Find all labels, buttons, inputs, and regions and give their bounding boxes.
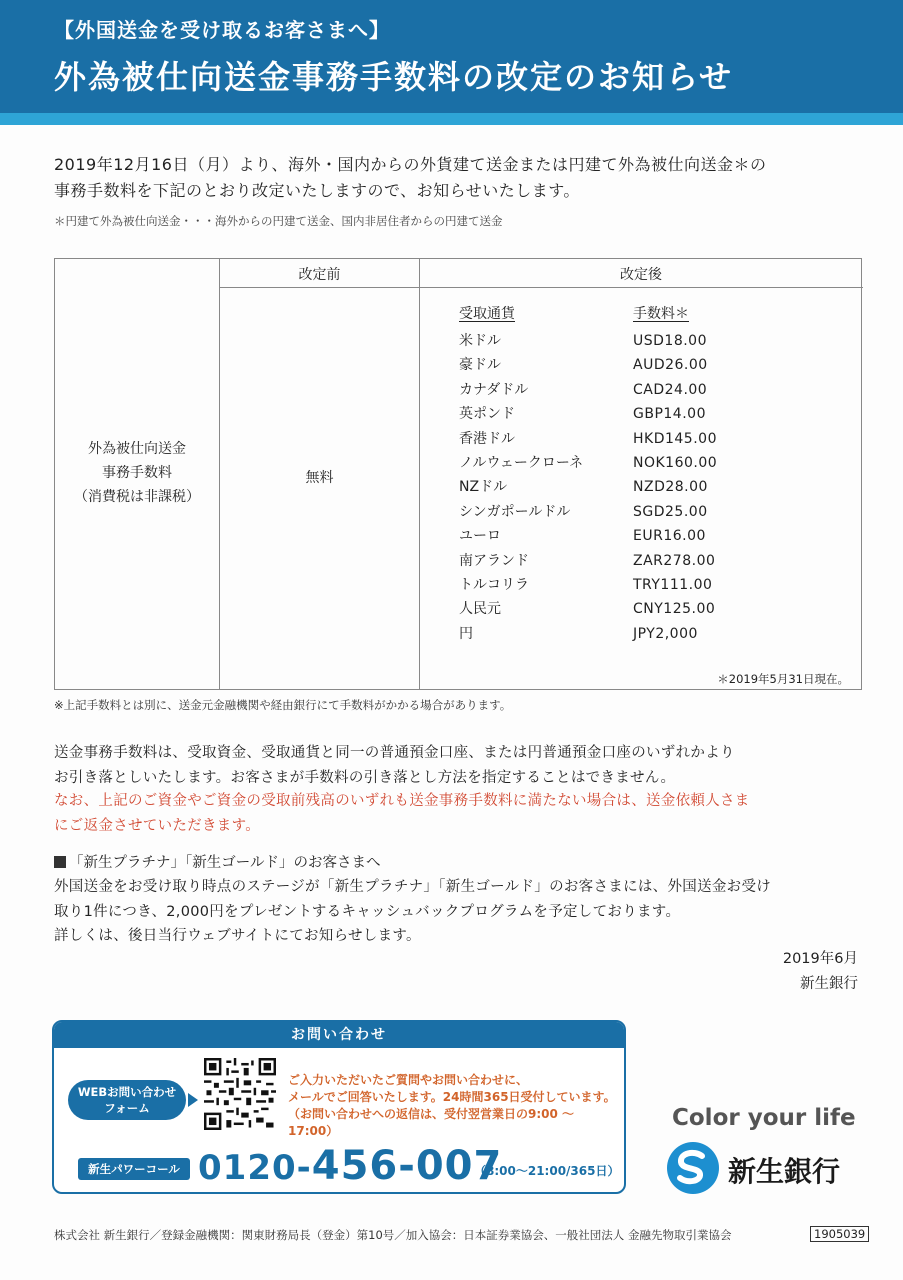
header-before: 改定前 — [298, 267, 341, 283]
document-code: 1905039 — [810, 1226, 869, 1242]
deduction-line-2: お引き落としいたします。お客さまが手数料の引き落とし方法を指定することはできません。 — [54, 769, 676, 786]
fee-value: EUR16.00 — [633, 528, 706, 545]
table-footnote: ※上記手数料とは別に、送金元金融機関や経由銀行にて手数料がかかる場合があります。 — [54, 698, 512, 712]
intro-note: ＊円建て外為被仕向送金・・・海外からの円建て送金、国内非居住者からの円建て送金 — [54, 214, 503, 228]
fee-value: NZD28.00 — [633, 479, 708, 496]
stage-heading-text: 「新生プラチナ」「新生ゴールド」のお客さまへ — [69, 855, 381, 871]
issue-block — [783, 947, 858, 996]
contact-box — [52, 1020, 626, 1194]
currency-name: ノルウェークローネ — [459, 454, 584, 471]
deduction-line-1: 送金事務手数料は、受取資金、受取通貨と同一の普通預金口座、または円普通預金口座のいずれかより — [54, 745, 735, 761]
row-label — [55, 437, 219, 509]
currency-header: 受取通貨 — [459, 306, 515, 322]
qr-code-icon[interactable] — [204, 1058, 276, 1130]
contact-text-line-2: メールでご回答いたします。24時間365日受付しています。 — [288, 1090, 616, 1104]
refund-line-2: にご返金させていただきます。 — [54, 817, 261, 834]
header-after: 改定後 — [620, 267, 662, 283]
fee-value: CAD24.00 — [633, 381, 708, 398]
cashback-paragraph — [54, 875, 864, 949]
currency-list — [459, 329, 583, 646]
web-button-line-2: フォーム — [104, 1101, 150, 1115]
cashback-line-3: 詳しくは、後日当行ウェブサイトにてお知らせします。 — [54, 928, 421, 944]
contact-description — [288, 1072, 618, 1140]
issuer-name: 新生銀行 — [800, 975, 858, 992]
before-value: 無料 — [305, 470, 334, 486]
contact-title: お問い合わせ — [54, 1022, 624, 1048]
fee-value: ZAR278.00 — [633, 552, 716, 569]
currency-name: ユーロ — [459, 528, 501, 545]
brand-slogan: Color your life — [672, 1105, 856, 1131]
deduction-paragraph — [54, 741, 864, 790]
as-of-note: ＊2019年5月31日現在。 — [717, 672, 849, 686]
web-button-line-1: WEBお問い合わせ — [77, 1085, 177, 1099]
row-label-line-1: 外為被仕向送金 — [88, 441, 186, 457]
shinsei-logo-icon — [666, 1141, 720, 1195]
fee-list — [633, 329, 717, 646]
arrow-right-icon — [188, 1093, 198, 1107]
contact-text-line-1: ご入力いただいたご質問やお問い合わせに、 — [288, 1073, 529, 1087]
currency-name: 香港ドル — [459, 430, 515, 447]
phone-prefix: 0120- — [198, 1148, 312, 1188]
power-call-label: 新生パワーコール — [78, 1158, 190, 1180]
cashback-line-1: 外国送金をお受け取り時点のステージが「新生プラチナ」「新生ゴールド」のお客さまには、外国送金お受け — [54, 879, 772, 895]
fee-value: GBP14.00 — [633, 406, 706, 423]
currency-name: 豪ドル — [459, 357, 501, 374]
header-stripe — [0, 113, 903, 125]
row-label-line-3: （消費税は非課税） — [74, 489, 200, 505]
phone-number[interactable] — [198, 1143, 502, 1189]
refund-notice — [54, 789, 864, 838]
fee-value: SGD25.00 — [633, 503, 708, 520]
refund-line-1: なお、上記のご資金やご資金の受取前残高のいずれも送金事務手数料に満たない場合は、送金依頼人さま — [54, 793, 750, 809]
phone-hours: （8:00～21:00/365日） — [474, 1164, 620, 1178]
bank-name: 新生銀行 — [728, 1155, 841, 1188]
stage-heading — [54, 851, 380, 872]
square-bullet-icon — [54, 856, 66, 868]
fee-table — [54, 258, 862, 690]
fee-value: NOK160.00 — [633, 454, 718, 471]
row-label-line-2: 事務手数料 — [102, 465, 172, 481]
header-subtitle: 【外国送金を受け取るお客さまへ】 — [54, 18, 390, 42]
fee-value: JPY2,000 — [633, 625, 698, 642]
fee-value: USD18.00 — [633, 333, 707, 349]
intro-text — [54, 152, 864, 204]
web-inquiry-button[interactable] — [68, 1080, 186, 1120]
currency-name: 人民元 — [459, 601, 501, 618]
issue-date: 2019年6月 — [782, 951, 858, 967]
fee-value: HKD145.00 — [633, 430, 717, 447]
contact-text-line-3: （お問い合わせへの返信は、受付翌営業日の9:00 ～ 17:00） — [288, 1107, 575, 1138]
currency-name: カナダドル — [459, 381, 529, 398]
fee-value: CNY125.00 — [633, 601, 716, 618]
phone-main: 456-007 — [311, 1143, 503, 1189]
currency-name: NZドル — [459, 479, 508, 496]
intro-line-2: 事務手数料を下記のとおり改定いたしますので、お知らせいたします。 — [54, 181, 580, 200]
cashback-line-2: 取り1件につき、2,000円をプレゼントするキャッシュバックプログラムを予定しております。 — [54, 903, 681, 920]
table-divider — [219, 287, 863, 288]
currency-name: 円 — [459, 625, 473, 642]
header-banner — [0, 0, 903, 113]
currency-name: 英ポンド — [459, 406, 515, 423]
fee-value: TRY111.00 — [633, 576, 713, 593]
fee-value: AUD26.00 — [633, 357, 708, 374]
intro-line-1: 2019年12月16日（月）より、海外・国内からの外貨建て送金または円建て外為被仕向送金＊の — [54, 155, 767, 174]
currency-name: 米ドル — [459, 333, 501, 349]
table-divider — [419, 259, 420, 689]
currency-name: シンガポールドル — [459, 503, 571, 520]
currency-name: 南アランド — [459, 552, 529, 569]
page-title: 外為被仕向送金事務手数料の改定のお知らせ — [54, 58, 734, 96]
currency-name: トルコリラ — [459, 576, 529, 593]
fee-header: 手数料＊ — [633, 306, 689, 322]
footer-legal: 株式会社 新生銀行／登録金融機関：関東財務局長（登金）第10号／加入協会：日本証券業協会、一般社団法人 金融先物取引業協会 — [54, 1228, 732, 1242]
